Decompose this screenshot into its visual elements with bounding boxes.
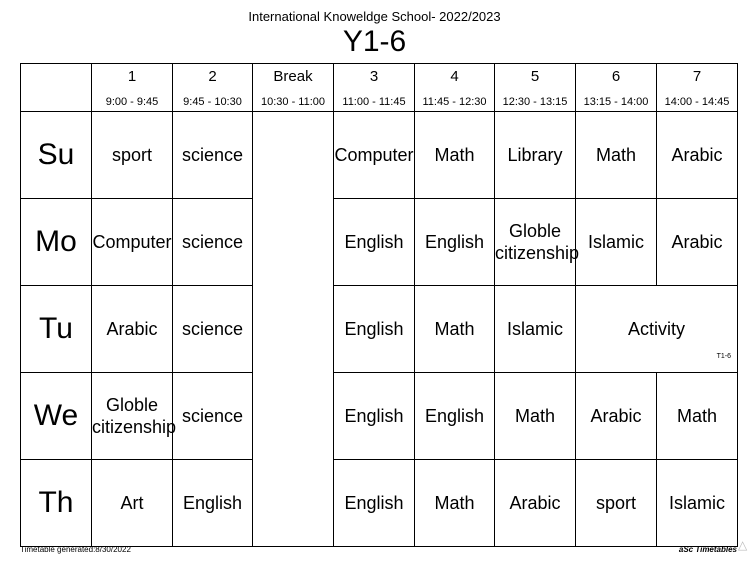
period-header-2 — [173, 64, 253, 112]
period-label: 5 — [530, 67, 540, 85]
day-row-mo — [21, 199, 738, 286]
lesson-cell: Math — [576, 112, 657, 199]
lesson-cell: Arabic — [576, 373, 657, 460]
lesson-cell: Math — [415, 286, 495, 373]
period-time: 13:15 - 14:00 — [583, 95, 649, 108]
activity-tag: T1-6 — [716, 353, 731, 360]
lesson-cell: Math — [657, 373, 738, 460]
lesson-cell: English — [334, 199, 415, 286]
lesson-cell: Math — [415, 112, 495, 199]
period-time: 14:00 - 14:45 — [664, 95, 730, 108]
lesson-cell: Art — [92, 460, 173, 547]
period-label: 4 — [450, 67, 459, 85]
day-row-su — [21, 112, 738, 199]
lesson-cell: science — [173, 373, 253, 460]
lesson-cell: Computer — [92, 199, 173, 286]
day-label: Th — [21, 460, 92, 547]
lesson-cell: science — [173, 199, 253, 286]
lesson-cell: Islamic — [657, 460, 738, 547]
day-label: Su — [21, 112, 92, 199]
day-label: We — [21, 373, 92, 460]
lesson-cell: sport — [92, 112, 173, 199]
period-time: 12:30 - 13:15 — [502, 95, 568, 108]
lesson-cell: Arabic — [92, 286, 173, 373]
break-column — [253, 112, 334, 547]
period-label: 1 — [127, 67, 137, 85]
period-time: 11:00 - 11:45 — [342, 95, 406, 108]
period-label: 2 — [208, 67, 217, 85]
lesson-cell: Library — [495, 112, 576, 199]
lesson-cell: English — [415, 373, 495, 460]
period-time: 10:30 - 11:00 — [260, 95, 325, 108]
generated-date: Timetable generated:8/30/2022 — [20, 545, 131, 554]
lesson-cell: English — [334, 460, 415, 547]
period-label: 3 — [369, 67, 379, 85]
triangle-icon: △ — [738, 538, 748, 552]
lesson-cell: science — [173, 112, 253, 199]
period-label: Break — [273, 67, 313, 85]
period-time: 9:00 - 9:45 — [105, 95, 159, 108]
lesson-cell: Islamic — [495, 286, 576, 373]
class-title: Y1-6 — [342, 25, 407, 58]
lesson-cell: Computer — [334, 112, 415, 199]
period-header-7 — [657, 64, 738, 112]
period-header-row — [21, 64, 738, 112]
lesson-cell: English — [334, 373, 415, 460]
period-header-4 — [415, 64, 495, 112]
school-title: International Knoweldge School- 2022/2023 — [248, 9, 501, 24]
lesson-cell: English — [415, 199, 495, 286]
lesson-cell: English — [173, 460, 253, 547]
day-label: Tu — [21, 286, 92, 373]
period-header-break — [253, 64, 334, 112]
period-time: 9:45 - 10:30 — [183, 95, 242, 108]
lesson-cell: Islamic — [576, 199, 657, 286]
activity-label: Activity — [627, 319, 685, 339]
period-header-6 — [576, 64, 657, 112]
day-row-tu — [21, 286, 738, 373]
lesson-cell: Math — [495, 373, 576, 460]
brand-label: aSc Timetables — [678, 545, 737, 554]
timetable — [20, 63, 738, 547]
corner-cell — [21, 64, 92, 112]
lesson-cell: Globle citizenship — [495, 199, 576, 286]
lesson-cell: Arabic — [657, 112, 738, 199]
lesson-cell: sport — [576, 460, 657, 547]
activity-cell — [576, 286, 738, 373]
day-label: Mo — [21, 199, 92, 286]
lesson-cell: Math — [415, 460, 495, 547]
lesson-cell: Globle citizenship — [92, 373, 173, 460]
period-header-1 — [92, 64, 173, 112]
day-row-th — [21, 460, 738, 547]
day-row-we — [21, 373, 738, 460]
lesson-cell: Arabic — [657, 199, 738, 286]
period-header-3 — [334, 64, 415, 112]
lesson-cell: science — [173, 286, 253, 373]
lesson-cell: English — [334, 286, 415, 373]
period-header-5 — [495, 64, 576, 112]
period-label: 6 — [611, 67, 621, 85]
period-label: 7 — [692, 67, 702, 85]
period-time: 11:45 - 12:30 — [422, 95, 487, 108]
lesson-cell: Arabic — [495, 460, 576, 547]
